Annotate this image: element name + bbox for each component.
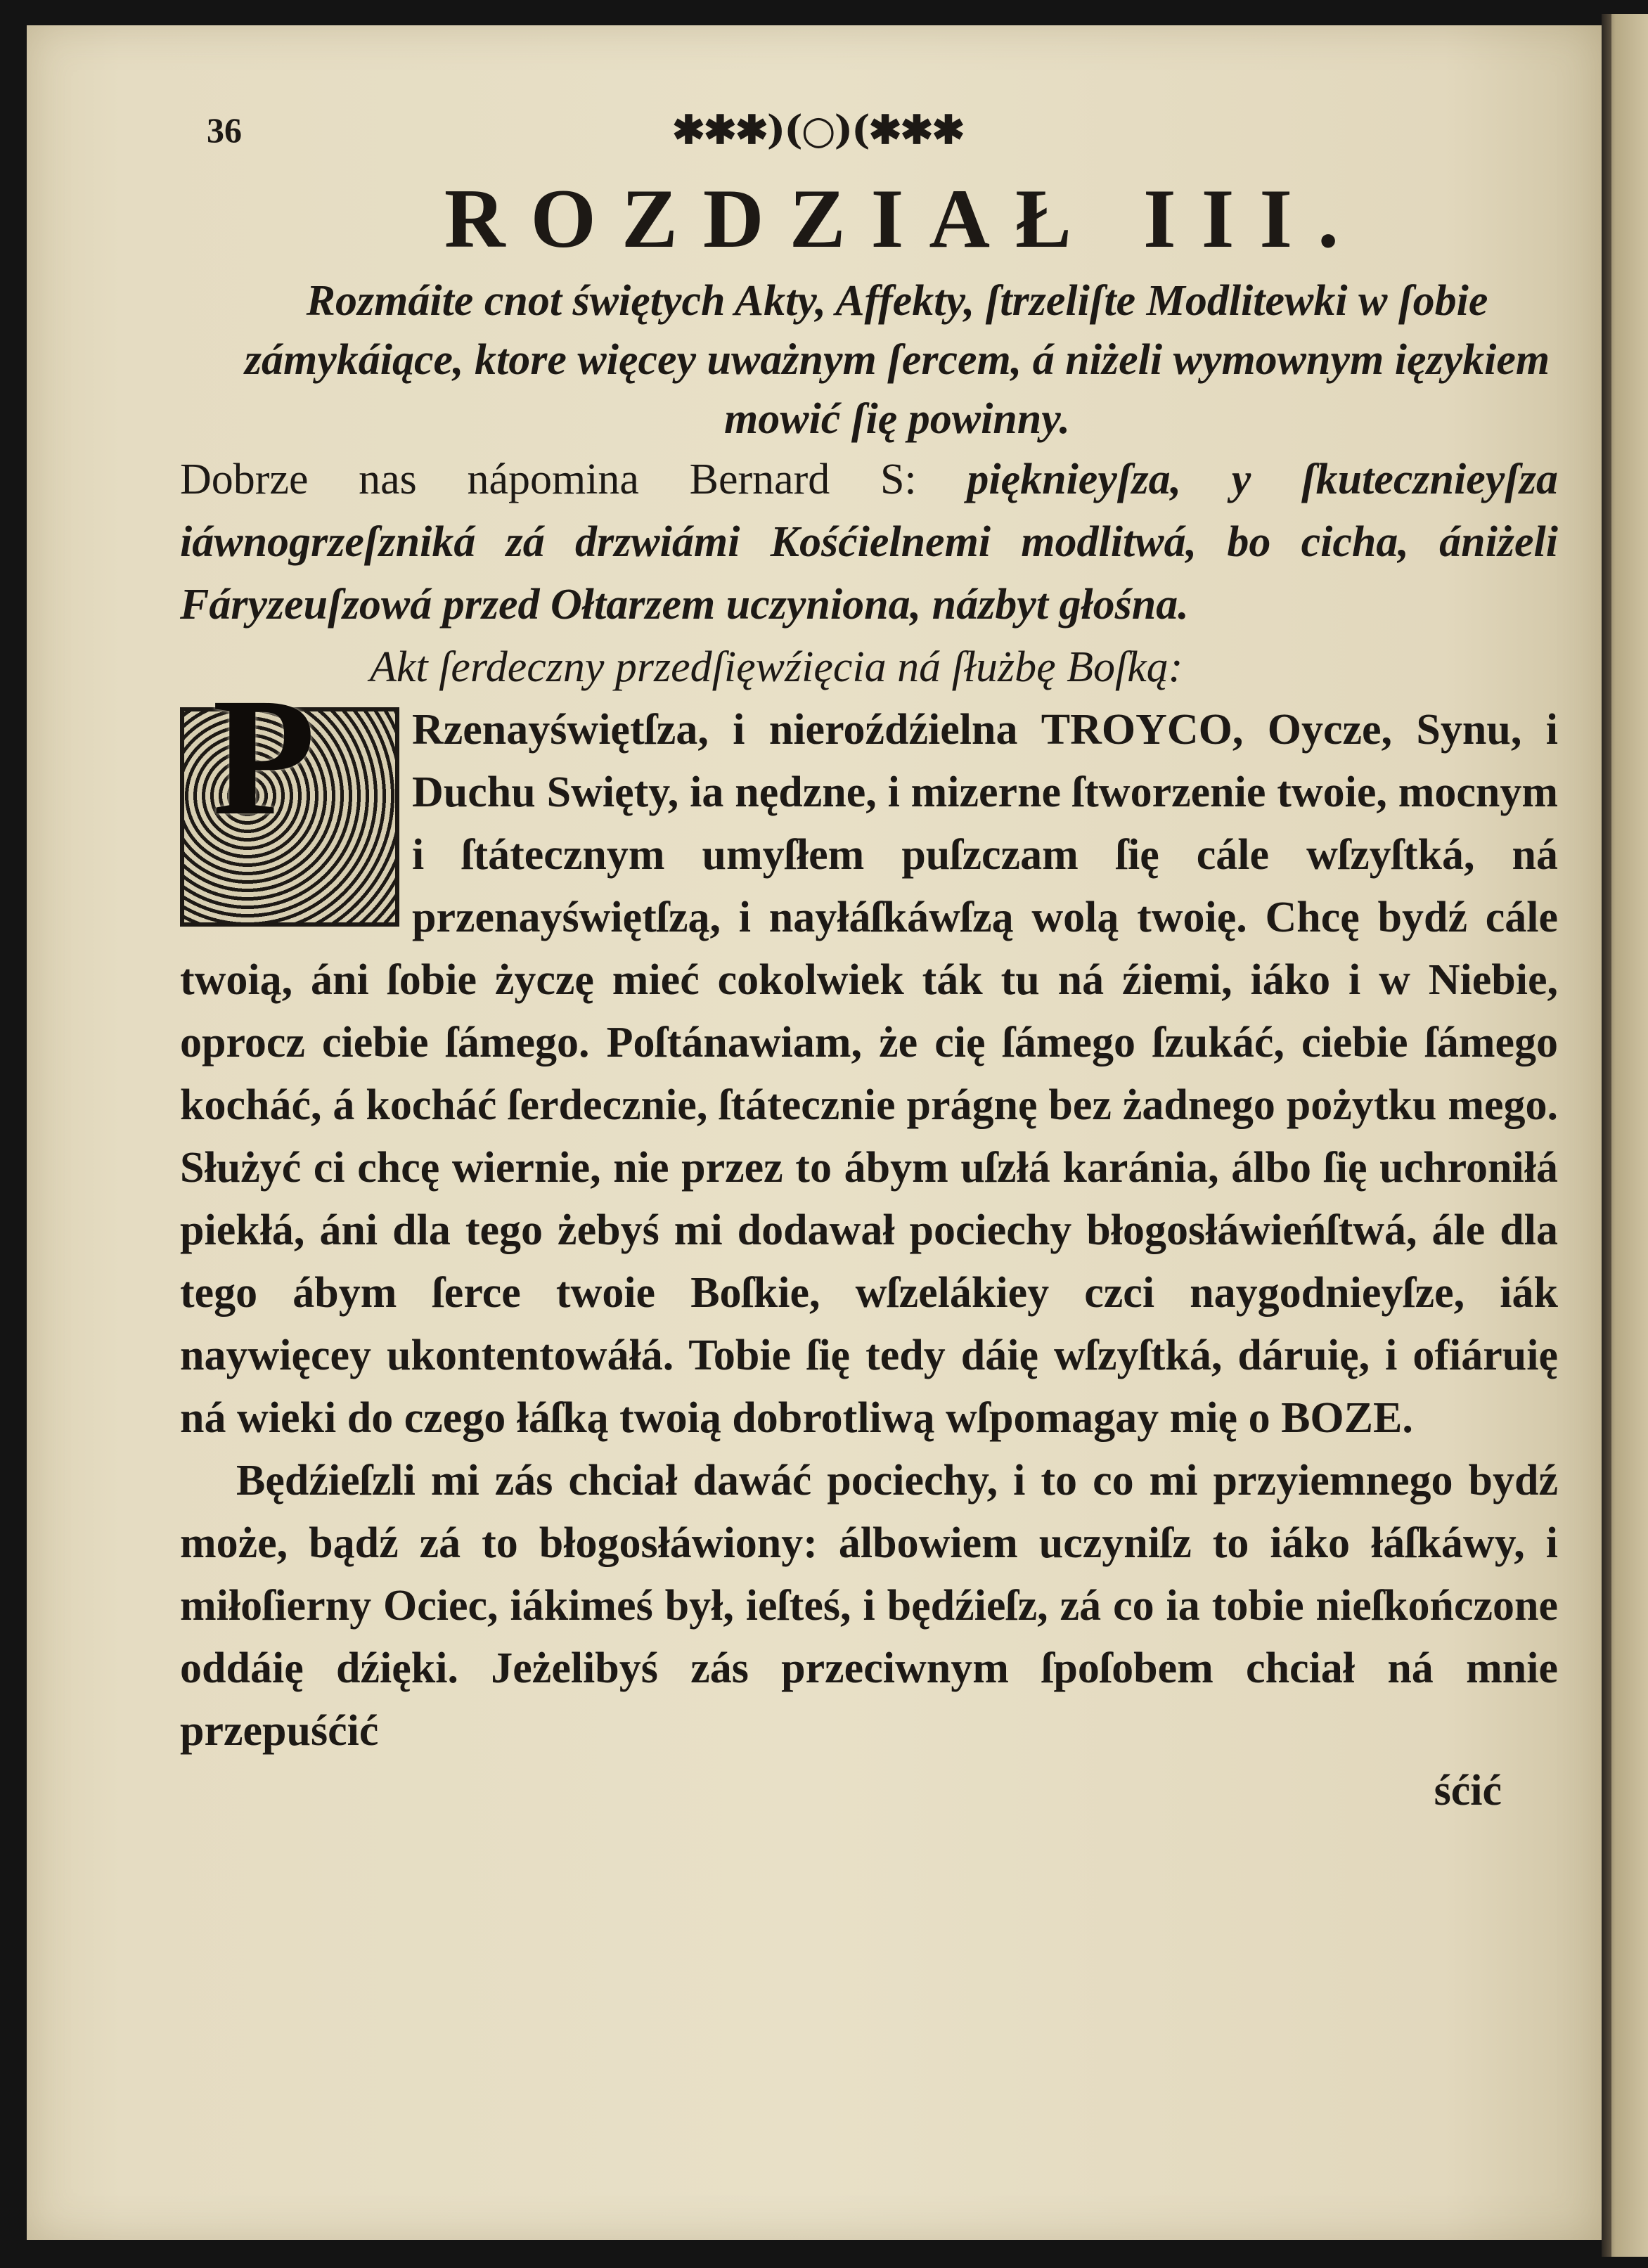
adjacent-page-edge <box>1602 14 1648 2257</box>
decorated-initial <box>180 663 399 927</box>
chapter-title: ROZDZIAŁ III. <box>444 172 1365 265</box>
act-heading: Akt ſerdeczny przedſięwźięcia ná ſłużbę Boſką: <box>370 643 1183 691</box>
page-number: 36 <box>207 110 242 150</box>
chapter-subtitle: Rozmáite cnot świętych Akty, Affekty, ſtrzeliſte Modlitewki w ſobie zámykáiące, ktore więcey uważnym ſercem, á niżeli wymownym ięzykiem mowić ſię powinny. <box>244 277 1550 443</box>
running-head <box>180 89 1558 166</box>
page-content <box>180 89 1558 1819</box>
intro-paragraph <box>180 449 1558 636</box>
catchword: śćić <box>1434 1767 1502 1815</box>
initial-letter: P <box>212 663 316 850</box>
act-text: Rzenayświętſza, i nieroźdźielna TROYCO, Oycze, Synu, i Duchu Swięty, ia nędzne, i mizerne ſtworzenie twoie, mocnym i ſtátecznym umyſłem puſzczam ſię cále wſzyſtká, ná przenayświętſzą, i nayłáſkáwſzą wolą twoię. Chcę bydź cále twoią, áni ſobie życzę mieć cokolwiek ták tu ná źiemi, iáko i w Niebie, oprocz ciebie ſámego. Poſtánawiam, że cię ſámego ſzukáć, ciebie ſámego kocháć, á kocháć ſerdecznie, ſtátecznie prágnę bez żadnego pożytku mego. Służyć ci chcę wiernie, nie przez to ábym uſzłá karánia, álbo ſię uchroniłá piekłá, áni dla tego żebyś mi dodawał pociechy błogosłáwieńſtwá, ále dla tego ábym ſerce twoie Boſkie, wſzelákiey czci naygodnieyſze, iák naywięcey ukontentowáłá. Tobie ſię tedy dáię wſzyſtká, dáruię, i ofiáruię ná wieki do czego łáſką twoią dobrotliwą wſpomagay mię o BOZE. <box>180 706 1558 1442</box>
intro-italic-text: pięknieyſza, y ſkutecznieyſza iáwnogrzeſzniká zá drzwiámi Kośćielnemi modlitwá, bo cicha, ániżeli Fáryzeuſzowá przed Ołtarzem uczyniona, názbyt głośna. <box>180 456 1559 629</box>
second-paragraph: Będźieſzli mi zás chciał dawáć pociechy, i to co mi przyiemnego bydź może, bądź zá to błogosłáwiony: álbowiem uczyniſz to iáko łáſkáwy, i miłoſierny Ociec, iákimeś był, ieſteś, i będźieſz, zá co ia tobie nieſkończone oddáię dźięki. Jeżelibyś zás przeciwnym ſpoſobem chciał ná mnie przepuśćić <box>180 1457 1558 1755</box>
header-ornament: ✱✱✱)(○)(✱✱✱ <box>672 107 964 153</box>
book-page <box>27 25 1602 2240</box>
intro-roman-text: Dobrze nas nápomina Bernard S: <box>180 456 917 503</box>
